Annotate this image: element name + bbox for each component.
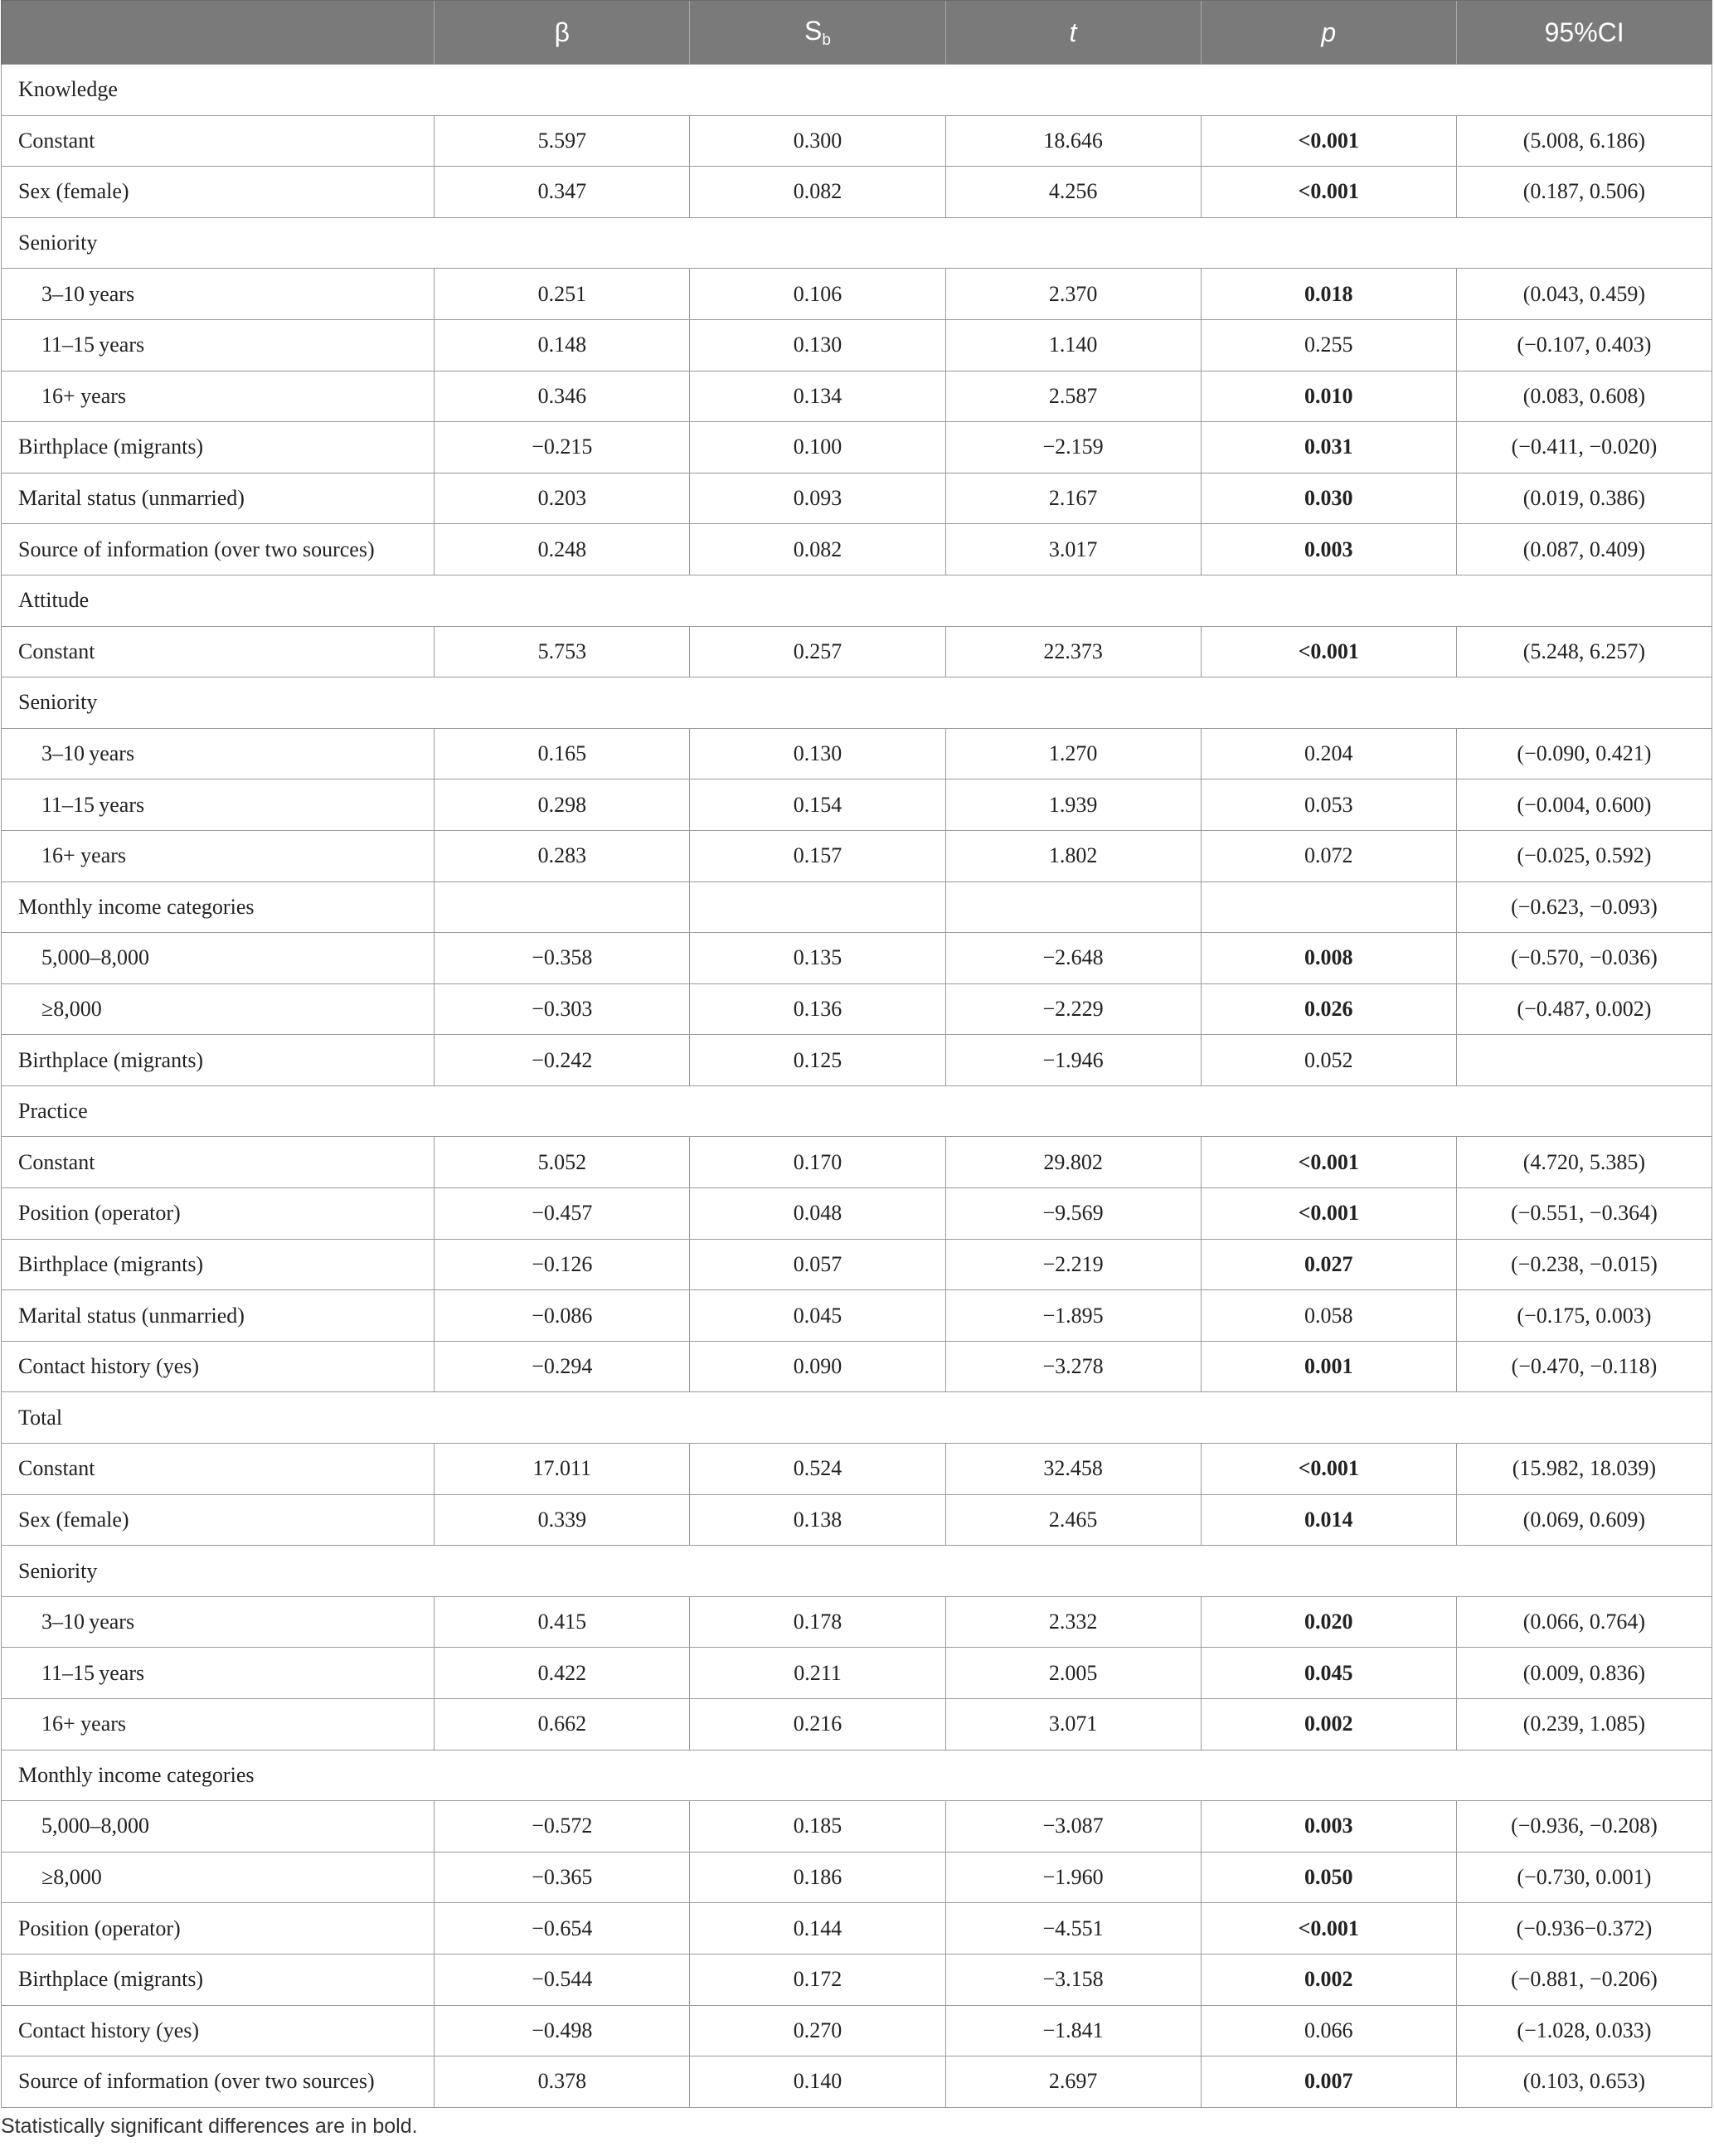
cell-beta: 0.378	[435, 2056, 690, 2108]
section-header-row	[2, 677, 1712, 729]
cell-ci: (0.239, 1.085)	[1456, 1699, 1712, 1751]
cell-t: 1.270	[945, 728, 1201, 779]
cell-sb: 0.130	[690, 728, 945, 779]
cell-ci: (−0.936−0.372)	[1456, 1903, 1712, 1954]
cell-ci: (5.248, 6.257)	[1456, 626, 1712, 677]
cell-beta: −0.294	[435, 1341, 690, 1392]
cell-sb: 0.257	[690, 626, 945, 677]
cell-t: 3.071	[945, 1699, 1201, 1751]
cell-beta: 0.251	[435, 269, 690, 320]
cell-sb	[690, 575, 945, 626]
cell-ci: (4.720, 5.385)	[1456, 1137, 1712, 1188]
row-label: 3–10 years	[2, 269, 435, 320]
cell-sb: 0.216	[690, 1699, 945, 1751]
cell-beta: 0.283	[435, 830, 690, 881]
row-label: Sex (female)	[2, 1494, 435, 1546]
cell-beta: 17.011	[435, 1444, 690, 1495]
table-row	[2, 1239, 1712, 1290]
cell-t: 32.458	[945, 1444, 1201, 1495]
table-row-subcategory	[2, 319, 1712, 371]
cell-beta: −0.086	[435, 1290, 690, 1342]
cell-t: −1.946	[945, 1035, 1201, 1086]
cell-t: 29.802	[945, 1137, 1201, 1188]
table-row-subcategory	[2, 1801, 1712, 1853]
cell-beta: −0.242	[435, 1035, 690, 1086]
section-header-row	[2, 1392, 1712, 1444]
cell-t: 2.370	[945, 269, 1201, 320]
cell-beta: 0.347	[435, 167, 690, 218]
cell-t: 2.587	[945, 371, 1201, 422]
row-label: 5,000–8,000	[2, 933, 435, 984]
section-header-row	[2, 65, 1712, 116]
cell-beta: 0.422	[435, 1648, 690, 1699]
cell-ci: (0.187, 0.506)	[1456, 167, 1712, 218]
table-row	[2, 2056, 1712, 2108]
row-label: Constant	[2, 115, 435, 167]
cell-beta	[435, 677, 690, 729]
cell-ci: (−0.090, 0.421)	[1456, 728, 1712, 779]
cell-p	[1201, 1392, 1456, 1444]
cell-p: 0.002	[1201, 1699, 1456, 1751]
cell-beta: 0.662	[435, 1699, 690, 1751]
cell-p: <0.001	[1201, 626, 1456, 677]
section-label: Practice	[2, 1085, 435, 1137]
cell-sb: 0.154	[690, 779, 945, 831]
cell-ci: (−0.175, 0.003)	[1456, 1290, 1712, 1342]
cell-sb: 0.090	[690, 1341, 945, 1392]
cell-sb	[690, 217, 945, 269]
cell-sb: 0.135	[690, 933, 945, 984]
header-variable	[2, 1, 435, 65]
cell-beta: −0.365	[435, 1852, 690, 1903]
row-label: Source of information (over two sources)	[2, 524, 435, 575]
row-label: Constant	[2, 1137, 435, 1188]
row-label: Birthplace (migrants)	[2, 1239, 435, 1290]
cell-p	[1201, 1085, 1456, 1137]
table-row	[2, 626, 1712, 677]
section-label: Attitude	[2, 575, 435, 626]
cell-p: 0.010	[1201, 371, 1456, 422]
cell-ci	[1456, 1085, 1712, 1137]
cell-t: −3.087	[945, 1801, 1201, 1853]
table-row	[2, 473, 1712, 524]
cell-beta: 0.165	[435, 728, 690, 779]
cell-p: 0.026	[1201, 983, 1456, 1035]
cell-t: −2.159	[945, 422, 1201, 473]
cell-sb: 0.211	[690, 1648, 945, 1699]
cell-ci: (−0.238, −0.015)	[1456, 1239, 1712, 1290]
cell-beta: 5.052	[435, 1137, 690, 1188]
cell-beta	[435, 1546, 690, 1597]
cell-ci: (0.103, 0.653)	[1456, 2056, 1712, 2108]
cell-ci: (−0.470, −0.118)	[1456, 1341, 1712, 1392]
section-label: Seniority	[2, 1546, 435, 1597]
cell-sb: 0.057	[690, 1239, 945, 1290]
section-header-row	[2, 575, 1712, 626]
header-sb-main: S	[804, 15, 823, 46]
table-row-subcategory	[2, 830, 1712, 881]
row-label: Position (operator)	[2, 1903, 435, 1954]
table-row-subcategory	[2, 1852, 1712, 1903]
table-row	[2, 1035, 1712, 1086]
cell-p	[1201, 575, 1456, 626]
cell-p: <0.001	[1201, 115, 1456, 167]
header-beta: β	[435, 1, 690, 65]
cell-p: 0.052	[1201, 1035, 1456, 1086]
cell-t	[945, 217, 1201, 269]
row-label: 11–15 years	[2, 1648, 435, 1699]
cell-beta: 0.339	[435, 1494, 690, 1546]
row-label: ≥8,000	[2, 1852, 435, 1903]
cell-ci: (0.066, 0.764)	[1456, 1596, 1712, 1648]
cell-p: 0.058	[1201, 1290, 1456, 1342]
cell-t: 18.646	[945, 115, 1201, 167]
cell-t: 2.697	[945, 2056, 1201, 2108]
section-header-row	[2, 1546, 1712, 1597]
cell-p: 0.255	[1201, 319, 1456, 371]
cell-p: 0.020	[1201, 1596, 1456, 1648]
header-ci: 95%CI	[1456, 1, 1712, 65]
cell-t: −1.960	[945, 1852, 1201, 1903]
cell-p: 0.003	[1201, 1801, 1456, 1853]
cell-beta	[435, 65, 690, 116]
cell-sb: 0.100	[690, 422, 945, 473]
cell-t	[945, 677, 1201, 729]
header-sb	[690, 1, 945, 65]
section-header-row	[2, 217, 1712, 269]
cell-beta: −0.126	[435, 1239, 690, 1290]
cell-ci: (0.019, 0.386)	[1456, 473, 1712, 524]
row-label: Source of information (over two sources)	[2, 2056, 435, 2108]
cell-beta: 5.597	[435, 115, 690, 167]
row-label: Sex (female)	[2, 167, 435, 218]
cell-p: 0.008	[1201, 933, 1456, 984]
cell-sb	[690, 1085, 945, 1137]
table-row-subcategory	[2, 779, 1712, 831]
row-label: ≥8,000	[2, 983, 435, 1035]
row-label: Contact history (yes)	[2, 1341, 435, 1392]
cell-beta	[435, 881, 690, 933]
cell-beta: −0.544	[435, 1954, 690, 2005]
table-row	[2, 524, 1712, 575]
cell-ci: (−0.411, −0.020)	[1456, 422, 1712, 473]
cell-t: −1.895	[945, 1290, 1201, 1342]
cell-p	[1201, 217, 1456, 269]
cell-beta: −0.358	[435, 933, 690, 984]
cell-sb: 0.134	[690, 371, 945, 422]
table-row-subcategory	[2, 371, 1712, 422]
cell-beta: 0.148	[435, 319, 690, 371]
section-header-row	[2, 1085, 1712, 1137]
cell-t: 2.005	[945, 1648, 1201, 1699]
cell-ci: (−0.623, −0.093)	[1456, 881, 1712, 933]
cell-ci: (−0.025, 0.592)	[1456, 830, 1712, 881]
cell-ci	[1456, 65, 1712, 116]
cell-ci	[1456, 677, 1712, 729]
section-label: Monthly income categories	[2, 1750, 435, 1801]
cell-t	[945, 1085, 1201, 1137]
cell-ci: (−0.487, 0.002)	[1456, 983, 1712, 1035]
header-p: p	[1201, 1, 1456, 65]
table-row-subcategory	[2, 728, 1712, 779]
cell-sb	[690, 881, 945, 933]
cell-p: 0.072	[1201, 830, 1456, 881]
cell-sb	[690, 1546, 945, 1597]
cell-t	[945, 575, 1201, 626]
cell-p: 0.001	[1201, 1341, 1456, 1392]
row-label: Birthplace (migrants)	[2, 422, 435, 473]
cell-sb: 0.048	[690, 1188, 945, 1240]
cell-beta: −0.215	[435, 422, 690, 473]
row-label: Contact history (yes)	[2, 2005, 435, 2056]
cell-sb	[690, 677, 945, 729]
row-label: 16+ years	[2, 830, 435, 881]
header-sb-subscript: b	[822, 31, 831, 49]
cell-beta	[435, 575, 690, 626]
cell-beta	[435, 217, 690, 269]
cell-t	[945, 1392, 1201, 1444]
cell-ci: (−0.936, −0.208)	[1456, 1801, 1712, 1853]
cell-sb: 0.144	[690, 1903, 945, 1954]
table-row-subcategory	[2, 933, 1712, 984]
table-body	[2, 65, 1712, 2108]
cell-p: 0.050	[1201, 1852, 1456, 1903]
cell-beta: 0.298	[435, 779, 690, 831]
cell-p: 0.066	[1201, 2005, 1456, 2056]
cell-sb: 0.136	[690, 983, 945, 1035]
section-label: Knowledge	[2, 65, 435, 116]
cell-p: 0.053	[1201, 779, 1456, 831]
cell-p: 0.031	[1201, 422, 1456, 473]
cell-p: <0.001	[1201, 1444, 1456, 1495]
cell-p	[1201, 1750, 1456, 1801]
cell-p: <0.001	[1201, 167, 1456, 218]
cell-beta: 0.415	[435, 1596, 690, 1648]
cell-p	[1201, 881, 1456, 933]
row-label: Marital status (unmarried)	[2, 473, 435, 524]
cell-t	[945, 1546, 1201, 1597]
cell-beta	[435, 1750, 690, 1801]
cell-p: <0.001	[1201, 1188, 1456, 1240]
cell-beta	[435, 1392, 690, 1444]
table-row	[2, 2005, 1712, 2056]
cell-sb: 0.082	[690, 524, 945, 575]
cell-beta	[435, 1085, 690, 1137]
section-label: Seniority	[2, 677, 435, 729]
table-container	[1, 0, 1712, 2108]
cell-sb: 0.185	[690, 1801, 945, 1853]
cell-p: 0.018	[1201, 269, 1456, 320]
cell-t: 1.939	[945, 779, 1201, 831]
cell-sb: 0.172	[690, 1954, 945, 2005]
cell-ci: (0.083, 0.608)	[1456, 371, 1712, 422]
cell-p: 0.204	[1201, 728, 1456, 779]
row-label: Constant	[2, 1444, 435, 1495]
cell-ci	[1456, 1392, 1712, 1444]
cell-ci	[1456, 1035, 1712, 1086]
row-label: Birthplace (migrants)	[2, 1035, 435, 1086]
cell-t: 1.140	[945, 319, 1201, 371]
cell-p: 0.014	[1201, 1494, 1456, 1546]
cell-p: 0.030	[1201, 473, 1456, 524]
regression-table	[1, 0, 1712, 2108]
cell-t: 4.256	[945, 167, 1201, 218]
cell-p: <0.001	[1201, 1137, 1456, 1188]
cell-sb: 0.300	[690, 115, 945, 167]
section-label: Seniority	[2, 217, 435, 269]
cell-sb: 0.138	[690, 1494, 945, 1546]
section-label: Total	[2, 1392, 435, 1444]
cell-sb: 0.125	[690, 1035, 945, 1086]
cell-p: 0.003	[1201, 524, 1456, 575]
cell-p: <0.001	[1201, 1903, 1456, 1954]
cell-sb: 0.270	[690, 2005, 945, 2056]
cell-ci	[1456, 1750, 1712, 1801]
cell-sb: 0.140	[690, 2056, 945, 2108]
cell-sb: 0.178	[690, 1596, 945, 1648]
cell-beta: 0.346	[435, 371, 690, 422]
cell-t: −2.219	[945, 1239, 1201, 1290]
cell-beta: −0.457	[435, 1188, 690, 1240]
cell-sb: 0.082	[690, 167, 945, 218]
cell-beta: 5.753	[435, 626, 690, 677]
cell-ci: (15.982, 18.039)	[1456, 1444, 1712, 1495]
table-row	[2, 1290, 1712, 1342]
row-label: 16+ years	[2, 1699, 435, 1751]
cell-t	[945, 65, 1201, 116]
cell-sb: 0.106	[690, 269, 945, 320]
table-row-subcategory	[2, 1699, 1712, 1751]
table-row	[2, 115, 1712, 167]
table-row	[2, 1188, 1712, 1240]
cell-p	[1201, 65, 1456, 116]
cell-sb: 0.170	[690, 1137, 945, 1188]
cell-sb: 0.045	[690, 1290, 945, 1342]
row-label: Position (operator)	[2, 1188, 435, 1240]
cell-ci: (−1.028, 0.033)	[1456, 2005, 1712, 2056]
cell-t: 2.465	[945, 1494, 1201, 1546]
cell-beta: −0.654	[435, 1903, 690, 1954]
table-row	[2, 1137, 1712, 1188]
table-row-subcategory	[2, 1648, 1712, 1699]
cell-sb: 0.130	[690, 319, 945, 371]
row-label: Marital status (unmarried)	[2, 1290, 435, 1342]
cell-ci: (−0.570, −0.036)	[1456, 933, 1712, 984]
cell-p: 0.002	[1201, 1954, 1456, 2005]
cell-p: 0.027	[1201, 1239, 1456, 1290]
cell-t	[945, 881, 1201, 933]
cell-t: 1.802	[945, 830, 1201, 881]
cell-sb	[690, 65, 945, 116]
cell-t: 2.332	[945, 1596, 1201, 1648]
cell-t: 2.167	[945, 473, 1201, 524]
cell-ci: (−0.730, 0.001)	[1456, 1852, 1712, 1903]
cell-sb: 0.186	[690, 1852, 945, 1903]
cell-beta: 0.248	[435, 524, 690, 575]
row-label: Constant	[2, 626, 435, 677]
row-label: 16+ years	[2, 371, 435, 422]
cell-t: 22.373	[945, 626, 1201, 677]
table-row	[2, 1444, 1712, 1495]
cell-ci	[1456, 1546, 1712, 1597]
table-row	[2, 881, 1712, 933]
cell-ci	[1456, 217, 1712, 269]
cell-t: −9.569	[945, 1188, 1201, 1240]
header-row	[2, 1, 1712, 65]
cell-ci: (−0.881, −0.206)	[1456, 1954, 1712, 2005]
table-row	[2, 1494, 1712, 1546]
table-footnote: Statistically significant differences are in bold.	[1, 2115, 418, 2138]
cell-t	[945, 1750, 1201, 1801]
cell-ci: (0.069, 0.609)	[1456, 1494, 1712, 1546]
cell-beta: 0.203	[435, 473, 690, 524]
cell-t: −3.158	[945, 1954, 1201, 2005]
table-row-subcategory	[2, 1596, 1712, 1648]
table-row	[2, 1903, 1712, 1954]
cell-beta: −0.498	[435, 2005, 690, 2056]
row-label: 5,000–8,000	[2, 1801, 435, 1853]
cell-ci: (0.087, 0.409)	[1456, 524, 1712, 575]
cell-sb: 0.157	[690, 830, 945, 881]
cell-ci: (−0.004, 0.600)	[1456, 779, 1712, 831]
cell-p: 0.045	[1201, 1648, 1456, 1699]
table-row	[2, 1954, 1712, 2005]
cell-ci: (5.008, 6.186)	[1456, 115, 1712, 167]
cell-ci	[1456, 575, 1712, 626]
table-row-subcategory	[2, 983, 1712, 1035]
row-label: Monthly income categories	[2, 881, 435, 933]
cell-sb	[690, 1750, 945, 1801]
cell-ci: (0.043, 0.459)	[1456, 269, 1712, 320]
cell-sb: 0.524	[690, 1444, 945, 1495]
row-label: 11–15 years	[2, 319, 435, 371]
row-label: Birthplace (migrants)	[2, 1954, 435, 2005]
cell-t: 3.017	[945, 524, 1201, 575]
cell-p	[1201, 677, 1456, 729]
cell-ci: (−0.551, −0.364)	[1456, 1188, 1712, 1240]
section-header-row	[2, 1750, 1712, 1801]
cell-beta: −0.572	[435, 1801, 690, 1853]
cell-beta: −0.303	[435, 983, 690, 1035]
cell-t: −4.551	[945, 1903, 1201, 1954]
cell-t: −3.278	[945, 1341, 1201, 1392]
cell-sb: 0.093	[690, 473, 945, 524]
table-header	[2, 1, 1712, 65]
header-t: t	[945, 1, 1201, 65]
cell-p	[1201, 1546, 1456, 1597]
cell-t: −1.841	[945, 2005, 1201, 2056]
cell-t: −2.648	[945, 933, 1201, 984]
table-row	[2, 1341, 1712, 1392]
cell-t: −2.229	[945, 983, 1201, 1035]
cell-sb	[690, 1392, 945, 1444]
cell-ci: (0.009, 0.836)	[1456, 1648, 1712, 1699]
cell-p: 0.007	[1201, 2056, 1456, 2108]
row-label: 11–15 years	[2, 779, 435, 831]
row-label: 3–10 years	[2, 1596, 435, 1648]
cell-ci: (−0.107, 0.403)	[1456, 319, 1712, 371]
row-label: 3–10 years	[2, 728, 435, 779]
table-row-subcategory	[2, 269, 1712, 320]
table-row	[2, 167, 1712, 218]
table-row	[2, 422, 1712, 473]
